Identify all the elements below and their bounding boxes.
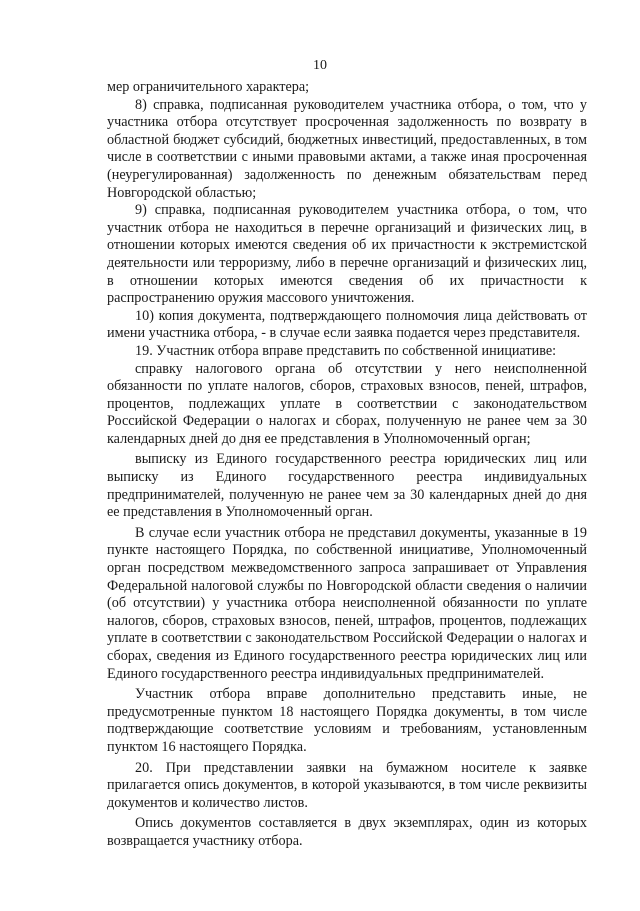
paragraph-additional-documents: Участник отбора вправе дополнительно представить иные, не предусмотренные пунктом 18 настоящего Порядка документы, в том числе подтверждающие соответствие условиям и требованиям, установленным пунктом 16 настоящего Порядка.	[107, 686, 587, 755]
paragraph-tax-certificate: справку налогового органа об отсутствии у него неисполненной обязанности по уплате налогов, сборов, страховых взносов, пеней, штрафов, процентов, подлежащих уплате в соответствии с законодательством Российской Федерации о налогах и сборах, полученную не ранее чем за 30 календарных дней до дня ее представления в Уполномоченный орган;	[107, 360, 587, 447]
paragraph-clause-20: 20. При представлении заявки на бумажном носителе к заявке прилагается опись документов, в которой указываются, в том числе реквизиты документов и количество листов.	[107, 759, 587, 811]
page-number: 10	[313, 58, 327, 73]
paragraph-item-9: 9) справка, подписанная руководителем участника отбора, о том, что участник отбора не находиться в перечне организаций и физических лиц, в отношении которых имеются сведения об их причастности к экстремистской деятельности или терроризму, либо в перечне организаций и физических лиц, в отношении которых имеются сведения об их причастности к распространению оружия массового уничтожения.	[107, 202, 587, 307]
paragraph-item-10: 10) копия документа, подтверждающего полномочия лица действовать от имени участника отбора, - в случае если заявка подается через представителя.	[107, 307, 587, 342]
paragraph-continuation: мер ограничительного характера;	[107, 79, 310, 95]
paragraph-item-8: 8) справка, подписанная руководителем участника отбора, о том, что у участника отбора отсутствует просроченная задолженность по возврату в областной бюджет субсидий, бюджетных инвестиций, предоставленных, в том числе в соответствии с иными правовыми актами, а также иная просроченная (неурегулированная) задолженность по денежным обязательствам перед Новгородской областью;	[107, 96, 587, 201]
paragraph-registry-extract: выписку из Единого государственного реестра юридических лиц или выписку из Единого государственного реестра индивидуальных предпринимателей, полученную не ранее чем за 30 календарных дней до дня ее представления в Уполномоченный орган.	[107, 451, 587, 521]
paragraph-clause-19: 19. Участник отбора вправе представить по собственной инициативе:	[135, 342, 557, 359]
document-body	[107, 79, 587, 851]
paragraph-inventory-copies: Опись документов составляется в двух экземплярах, один из которых возвращается участнику отбора.	[107, 815, 587, 849]
paragraph-interagency-request: В случае если участник отбора не представил документы, указанные в 19 пункте настоящего Порядка, по собственной инициативе, Уполномоченный орган посредством межведомственного запроса запрашивает от Управления Федеральной налоговой службы по Новгородской области сведения о наличии (об отсутствии) у участника отбора неисполненной обязанности по уплате налогов, сборов, страховых взносов, пеней, штрафов, процентов, подлежащих уплате в соответствии с законодательством Российской Федерации о налогах и сборах, сведения из Единого государственного реестра юридических лиц или Единого государственного реестра индивидуальных предпринимателей.	[107, 524, 587, 682]
